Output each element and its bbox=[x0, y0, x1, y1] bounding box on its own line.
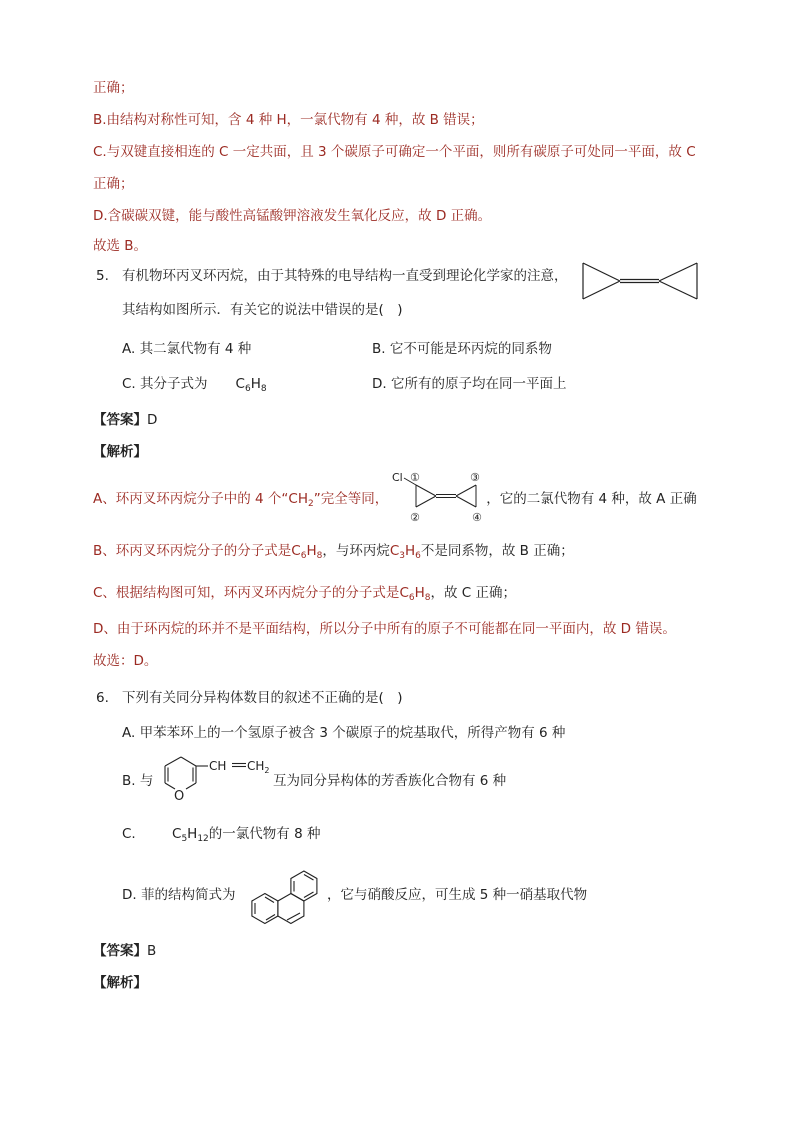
q5-conclusion: 故选：D。 bbox=[93, 653, 158, 669]
phenanthrene-structure bbox=[243, 858, 323, 930]
q4-line-4: 正确； bbox=[93, 176, 134, 192]
q6-option-d-text: ，它与硝酸反应，可生成 5 种一硝基取代物 bbox=[327, 887, 588, 903]
q6-option-d-prefix: D. 菲的结构简式为 bbox=[122, 887, 236, 903]
q6-answer: 【答案】B bbox=[93, 943, 157, 959]
q6-option-c: $C_5H_{12}$的一氯代物有 8 种 bbox=[172, 826, 321, 844]
cl-label: Cl bbox=[392, 471, 403, 484]
q5-answer: 【答案】D bbox=[93, 412, 158, 428]
oxygen-label: O bbox=[174, 789, 185, 804]
q5-explanation-c: C、根据结构图可知，环丙叉环丙烷分子的分子式是$C_6H_8$，故 C 正确； bbox=[93, 585, 517, 603]
cyclopropylidene-cyclopropane-structure bbox=[580, 260, 700, 302]
q5-option-b: B. 它不可能是环丙烷的同系物 bbox=[372, 341, 552, 357]
q6-stem: 下列有关同分异构体数目的叙述不正确的是( ) bbox=[122, 690, 403, 706]
q5-option-c-formula: $C_6H_8$ bbox=[235, 376, 267, 394]
q4-option-b-explanation: B.由结构对称性可知，含 4 种 H，一氯代物有 4 种，故 B 错误； bbox=[93, 112, 484, 128]
dichloro-position-diagram bbox=[390, 473, 490, 525]
q6-number: 6. bbox=[96, 690, 109, 706]
q5-option-a: A. 其二氯代物有 4 种 bbox=[122, 341, 252, 357]
q5-analysis-label: 【解析】 bbox=[93, 444, 147, 460]
position-4: ④ bbox=[472, 511, 482, 524]
q5-explanation-a: A、环丙叉环丙烷分子中的 4 个“$CH_2$”完全等同， ，它的二氯代物有 4 种，故 A 正确 bbox=[93, 491, 697, 509]
position-2: ② bbox=[410, 511, 420, 524]
q4-line-1: 正确； bbox=[93, 80, 134, 96]
q5-explanation-d: D、由于环丙烷的环并不是平面结构，所以分子中所有的原子不可能都在同一平面内，故 D 错误。 bbox=[93, 621, 676, 637]
position-3: ③ bbox=[470, 471, 480, 484]
q5-number: 5. bbox=[96, 268, 109, 284]
q6-option-b-text: 互为同分异构体的芳香族化合物有 6 种 bbox=[273, 773, 507, 789]
position-1: ① bbox=[410, 471, 420, 484]
q4-option-d-explanation: D.含碳碳双键，能与酸性高锰酸钾溶液发生氧化反应，故 D 正确。 bbox=[93, 208, 492, 224]
q5-option-c: C. 其分子式为 $C_6H_8$ bbox=[122, 376, 267, 394]
ch2-formula: $CH_2$ bbox=[288, 491, 314, 509]
q6-option-b-prefix: B. 与 bbox=[122, 773, 154, 789]
q5-option-d: D. 它所有的原子均在同一平面上 bbox=[372, 376, 567, 392]
c5h12-formula: $C_5H_{12}$ bbox=[172, 826, 209, 844]
pyran-vinyl-structure bbox=[160, 754, 275, 806]
ch2-label: $CH_2$ bbox=[247, 759, 270, 775]
q5-stem-line-1: 有机物环丙叉环丙烷，由于其特殊的电导结构一直受到理论化学家的注意， bbox=[122, 268, 568, 284]
q6-option-c-label: C. bbox=[122, 826, 136, 842]
ch-label: CH bbox=[209, 759, 227, 773]
q6-option-a: A. 甲苯苯环上的一个氢原子被含 3 个碳原子的烷基取代，所得产物有 6 种 bbox=[122, 725, 566, 741]
q6-analysis-label: 【解析】 bbox=[93, 975, 147, 991]
q4-option-c-explanation: C.与双键直接相连的 C 一定共面，且 3 个碳原子可确定一个平面，则所有碳原子可处同一平面，故 C bbox=[93, 144, 696, 160]
q5-stem-line-2: 其结构如图所示．有关它的说法中错误的是( ) bbox=[122, 302, 403, 318]
q5-explanation-b: B、环丙叉环丙烷分子的分子式是$C_6H_8$，与环丙烷$C_3H_6$不是同系物，故 B 正确； bbox=[93, 543, 574, 561]
q4-conclusion: 故选 B。 bbox=[93, 238, 148, 254]
